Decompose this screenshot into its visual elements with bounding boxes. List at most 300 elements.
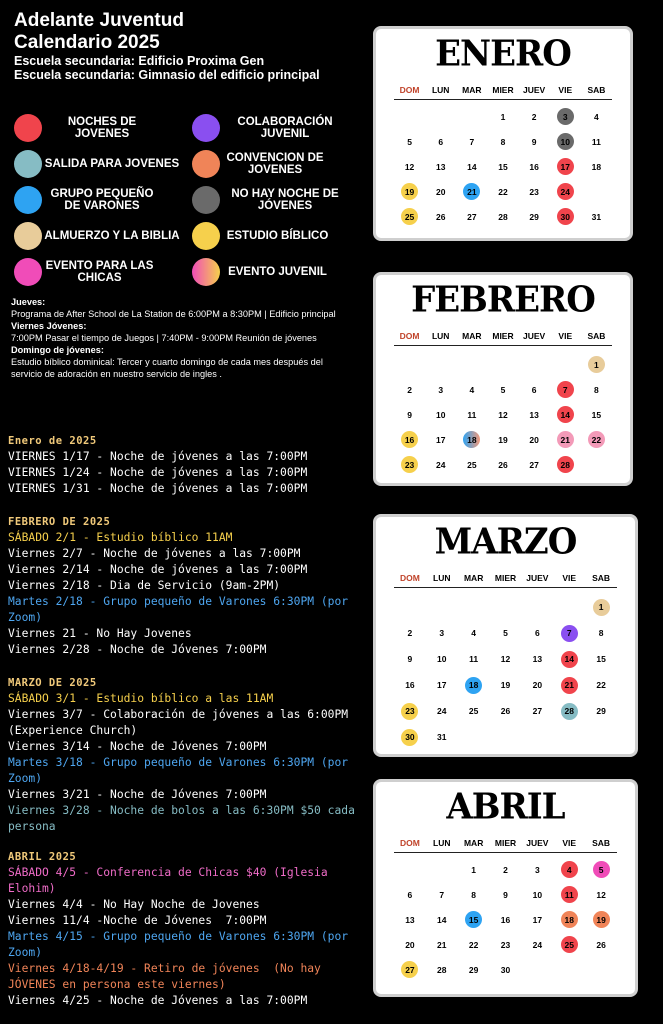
calendar-day-cell [585, 932, 617, 957]
calendar-day-cell [394, 204, 425, 229]
calendar-day: 16 [500, 914, 511, 925]
calendar-day: 20 [529, 434, 539, 445]
calendar-day-cell [519, 104, 550, 129]
calendar-day: 9 [503, 889, 508, 900]
calendar-day-cell [425, 377, 456, 402]
calendar-week [394, 620, 617, 646]
legend-item [14, 186, 162, 214]
calendar-day-cell [426, 672, 458, 698]
calendar-day-cell [456, 427, 487, 452]
calendar-day-cell [581, 104, 612, 129]
calendar-day: 11 [561, 886, 578, 903]
schedule-line: Viernes 21 - No Hay Jovenes [8, 627, 192, 640]
calendar-day-cell [550, 352, 581, 377]
calendar-day [497, 599, 514, 616]
calendar-day: 28 [557, 456, 574, 473]
calendar-week [394, 882, 617, 907]
calendar-day: 25 [561, 936, 578, 953]
calendar-day [465, 729, 482, 746]
calendar-day [593, 729, 610, 746]
calendar-day: 7 [469, 136, 475, 147]
calendar-day-cell [394, 882, 426, 907]
calendar-day-cell [426, 857, 458, 882]
calendar-day-cell [394, 932, 426, 957]
calendar-day-cell [487, 377, 518, 402]
page-title: Adelante Juventud [14, 10, 184, 31]
calendar-day-cell [487, 352, 518, 377]
calendar-day-cell [553, 932, 585, 957]
calendar-day-cell [425, 129, 456, 154]
calendar-day-cell [425, 427, 456, 452]
calendar-week [394, 427, 612, 452]
calendar-day: 9 [407, 654, 413, 664]
calendar-day-cell [394, 724, 426, 750]
calendar-day-cell [519, 179, 550, 204]
weekday-label: MAR [463, 838, 484, 848]
calendar-week [394, 377, 612, 402]
calendar-day-cell [581, 377, 612, 402]
calendar-day: 27 [401, 961, 418, 978]
calendar-day: 2 [531, 111, 537, 122]
calendar-day-cell [490, 957, 522, 982]
calendar-day-cell [553, 594, 585, 620]
calendar-day: 23 [500, 939, 511, 950]
calendar-day: 27 [467, 211, 477, 222]
calendar-day: 15 [591, 409, 602, 420]
calendar-day-cell [456, 154, 487, 179]
legend-item [14, 114, 162, 142]
calendar-day: 11 [591, 136, 601, 147]
calendar-day [432, 108, 449, 125]
calendar-day: 24 [532, 939, 543, 950]
schedule-heading: MARZO DE 2025 [8, 677, 97, 689]
calendar-day-cell [521, 857, 553, 882]
calendar-day: 10 [437, 654, 447, 664]
calendar-day-cell [394, 620, 426, 646]
calendar-day-cell [553, 907, 585, 932]
legend-label: GRUPO PEQUEÑO DE VARONES [50, 188, 154, 212]
calendar-day: 21 [561, 677, 578, 694]
calendar-day-cell [425, 452, 456, 477]
legend-label: ALMUERZO Y LA BIBLIA [44, 230, 180, 242]
domingo-label: Domingo de jóvenes: [11, 345, 104, 355]
calendar-day-cell [487, 402, 518, 427]
calendar-day [432, 356, 449, 373]
calendar-day-cell [585, 957, 617, 982]
calendar-day-cell [487, 129, 518, 154]
schedule-info [11, 296, 356, 380]
calendar-day: 1 [471, 864, 476, 875]
calendar-day-cell [394, 129, 425, 154]
calendar-day: 15 [465, 911, 482, 928]
legend-color-dot [192, 114, 220, 142]
calendar-day: 26 [435, 211, 446, 222]
calendar-day: 18 [463, 431, 480, 448]
legend-item [192, 222, 335, 250]
legend-color-dot [192, 186, 220, 214]
calendar-day-cell [553, 724, 585, 750]
calendar-day: 22 [498, 186, 508, 197]
calendar-day [588, 456, 605, 473]
calendar-day [588, 183, 605, 200]
schedule-heading: Enero de 2025 [8, 435, 97, 447]
calendar-week [394, 129, 612, 154]
calendar-day: 6 [531, 384, 537, 395]
calendar-day: 10 [532, 889, 543, 900]
calendar-day: 2 [407, 384, 412, 395]
calendar-day-cell [581, 402, 612, 427]
calendar-day: 9 [531, 136, 537, 147]
calendar-day-cell [519, 427, 550, 452]
calendar-day: 7 [439, 889, 445, 900]
domingo-text: Estudio bíblico dominical: Tercer y cuarto domingo de cada mes después del servicio de adoración en nuestro servicio de ingles . [11, 357, 323, 379]
weekday-label: SAB [592, 573, 611, 583]
weekday-label: VIE [558, 331, 573, 341]
legend-item [192, 150, 330, 178]
weekday-label: JUEV [523, 331, 546, 341]
weekday-label: MAR [463, 573, 484, 583]
calendar-week [394, 179, 612, 204]
calendar-day-cell [458, 857, 490, 882]
calendar-day-cell [458, 672, 490, 698]
calendar-day-cell [458, 724, 490, 750]
weekday-label: LUN [433, 573, 451, 583]
weekday-label: MAR [462, 331, 482, 341]
calendar-day: 21 [557, 431, 574, 448]
calendar-day: 24 [435, 459, 446, 470]
calendar-day-cell [550, 179, 581, 204]
calendar-day-cell [585, 907, 617, 932]
calendar-day: 13 [435, 161, 446, 172]
calendar-day: 13 [529, 409, 539, 420]
calendar-day: 29 [468, 964, 479, 975]
calendar-day-cell [581, 204, 612, 229]
legend-label: CONVENCION DE JOVENES [226, 152, 324, 176]
calendar-day: 17 [437, 680, 447, 690]
calendar-day: 28 [437, 964, 447, 975]
calendar-day [401, 356, 418, 373]
calendar-day [529, 729, 546, 746]
weekday-label: SAB [592, 838, 611, 848]
calendar-day: 18 [591, 161, 602, 172]
legend-label: EVENTO PARA LAS CHICAS [45, 260, 154, 284]
calendar-day-cell [581, 452, 612, 477]
weekday-label: JUEV [526, 838, 549, 848]
calendar-day-cell [519, 129, 550, 154]
calendar-day: 12 [596, 889, 606, 900]
calendar-week [394, 907, 617, 932]
calendar-day-cell [394, 698, 426, 724]
calendar-day: 21 [437, 939, 447, 950]
calendar-day-cell [553, 698, 585, 724]
calendar-day: 17 [532, 914, 543, 925]
calendar-day: 8 [500, 136, 506, 147]
month-title: FEBRERO [411, 279, 595, 321]
calendar-day: 15 [596, 654, 606, 664]
weekday-label: MIER [492, 331, 514, 341]
calendar-day: 25 [468, 706, 479, 716]
calendar-day-cell [585, 620, 617, 646]
calendar-day: 6 [534, 628, 540, 638]
calendar-day-cell [490, 646, 522, 672]
calendar-day-cell [456, 377, 487, 402]
calendar-day-cell [490, 857, 522, 882]
calendar-day: 16 [401, 431, 418, 448]
calendar-day: 22 [588, 431, 605, 448]
calendar-day: 16 [529, 161, 539, 172]
calendar-day-cell [458, 620, 490, 646]
calendar-day [561, 729, 578, 746]
calendar-week [394, 698, 617, 724]
calendar-day-cell [519, 452, 550, 477]
schedule-line: Viernes 4/18-4/19 - Retiro de jóvenes (No hay JÓVENES en persona este viernes) [8, 962, 328, 991]
page-subtitle: Calendario 2025 [14, 32, 160, 53]
calendar-day: 28 [561, 703, 578, 720]
calendar-day: 20 [405, 939, 415, 950]
calendar-day: 5 [407, 136, 412, 147]
schedule-line: VIERNES 1/24 - Noche de jóvenes a las 7:00PM [8, 466, 308, 479]
calendar-day: 30 [557, 208, 574, 225]
calendar-day: 19 [401, 183, 418, 200]
calendar-day [497, 729, 514, 746]
calendar-week [394, 402, 612, 427]
calendar-day-cell [519, 352, 550, 377]
calendar-day-cell [585, 857, 617, 882]
calendar-day-cell [521, 932, 553, 957]
calendar-day: 6 [438, 136, 444, 147]
calendar-day-cell [521, 882, 553, 907]
calendar-day: 11 [467, 409, 477, 420]
calendar-day-cell [521, 646, 553, 672]
calendar-day-cell [456, 129, 487, 154]
schedule-line: Viernes 3/28 - Noche de bolos a las 6:30PM $50 cada persona [8, 804, 362, 833]
calendar-day-cell [394, 104, 425, 129]
calendar-day-cell [490, 882, 522, 907]
calendar-day: 1 [500, 111, 506, 122]
calendar-day: 29 [529, 211, 539, 222]
calendar-day-cell [394, 154, 425, 179]
calendar-day: 7 [557, 381, 574, 398]
calendar-day-cell [456, 179, 487, 204]
calendar-day-cell [550, 129, 581, 154]
calendar-day: 14 [437, 914, 447, 925]
calendar-day-cell [426, 594, 458, 620]
calendar-day-cell [490, 620, 522, 646]
calendar-week [394, 154, 612, 179]
calendar-day-cell [581, 154, 612, 179]
calendar-day-cell [425, 179, 456, 204]
calendar-day-cell [550, 154, 581, 179]
calendar-day [465, 599, 482, 616]
calendar-day: 6 [407, 889, 413, 900]
calendar-day: 8 [471, 889, 476, 900]
calendar-day-cell [456, 402, 487, 427]
calendar-enero [373, 26, 633, 241]
weekday-label: LUN [431, 331, 450, 341]
calendar-day: 24 [557, 183, 574, 200]
calendar-day-cell [521, 907, 553, 932]
calendar-day: 5 [503, 628, 508, 638]
calendar-day-cell [425, 154, 456, 179]
calendar-day-cell [426, 957, 458, 982]
calendar-day: 23 [529, 186, 539, 197]
calendar-day-cell [553, 957, 585, 982]
calendar-day: 26 [498, 459, 508, 470]
schedule-line: Viernes 3/7 - Colaboración de jóvenes a las 6:00PM (Experience Church) [8, 708, 355, 737]
calendar-day-cell [458, 882, 490, 907]
calendar-day-cell [490, 932, 522, 957]
calendar-day-cell [521, 957, 553, 982]
calendar-day-cell [487, 154, 518, 179]
calendar-day: 8 [594, 384, 599, 395]
weekday-label: VIE [558, 85, 573, 95]
schedule-line: Viernes 2/18 - Dia de Servicio (9am-2PM) [8, 579, 281, 592]
calendar-day-cell [550, 452, 581, 477]
calendar-day-cell [490, 698, 522, 724]
calendar-day: 1 [588, 356, 605, 373]
calendar-day-cell [521, 672, 553, 698]
calendar-day-cell [458, 698, 490, 724]
calendar-day-cell [458, 957, 490, 982]
calendar-day: 10 [435, 409, 446, 420]
weekday-label: DOM [400, 573, 420, 583]
weekday-header [394, 838, 617, 853]
weekday-label: VIE [562, 573, 577, 583]
calendar-day-cell [550, 204, 581, 229]
calendar-day: 16 [405, 680, 415, 690]
calendar-day: 8 [598, 628, 604, 638]
calendar-day-cell [519, 402, 550, 427]
calendar-day: 5 [593, 861, 610, 878]
calendar-week [394, 932, 617, 957]
calendar-day-cell [394, 179, 425, 204]
calendar-day-cell [490, 594, 522, 620]
weekday-label: JUEV [523, 85, 546, 95]
calendar-day [529, 961, 546, 978]
calendar-day: 20 [435, 186, 446, 197]
calendar-day: 31 [437, 732, 447, 742]
calendar-day [529, 599, 546, 616]
calendar-day-cell [581, 352, 612, 377]
calendar-day: 9 [407, 409, 412, 420]
calendar-day-cell [487, 104, 518, 129]
schedule-line: VIERNES 1/31 - Noche de jóvenes a las 7:00PM [8, 482, 308, 495]
calendar-day-cell [394, 957, 426, 982]
viernes-text: 7:00PM Pasar el tiempo de Juegos | 7:40PM - 9:00PM Reunión de jóvenes [11, 333, 317, 343]
calendar-day [401, 108, 418, 125]
calendar-day: 10 [557, 133, 574, 150]
schedule-line: Viernes 3/14 - Noche de Jóvenes 7:00PM [8, 740, 267, 753]
calendar-day [433, 599, 450, 616]
legend-color-dot [14, 114, 42, 142]
calendar-febrero [373, 272, 633, 486]
calendar-week [394, 646, 617, 672]
calendar-day-cell [426, 646, 458, 672]
schedule-enero [8, 433, 368, 497]
calendar-day: 13 [532, 654, 543, 664]
calendar-day: 25 [467, 459, 477, 470]
legend-item [192, 186, 350, 214]
weekday-label: SAB [587, 85, 606, 95]
calendar-day-cell [521, 594, 553, 620]
calendar-week [394, 957, 617, 982]
calendar-day-cell [426, 882, 458, 907]
legend-item [192, 114, 350, 142]
calendar-day-cell [394, 594, 426, 620]
schedule-marzo [8, 675, 368, 835]
schedule-line: Viernes 2/7 - Noche de jóvenes a las 7:00PM [8, 547, 301, 560]
calendar-day-cell [426, 907, 458, 932]
calendar-day-cell [456, 452, 487, 477]
schedule-line: Viernes 2/28 - Noche de Jóvenes 7:00PM [8, 643, 267, 656]
calendar-abril [373, 779, 638, 997]
legend-item [14, 150, 182, 178]
location-line-2: Escuela secundaria: Gimnasio del edificio principal [14, 68, 320, 82]
calendar-day-cell [553, 672, 585, 698]
calendar-day: 26 [596, 939, 606, 950]
schedule-line: Viernes 4/25 - Noche de Jóvenes a las 7:00PM [8, 994, 308, 1007]
calendar-day-cell [550, 427, 581, 452]
weekday-header [394, 331, 612, 346]
calendar-day: 30 [500, 964, 511, 975]
calendar-day-cell [585, 724, 617, 750]
calendar-day-cell [425, 402, 456, 427]
calendar-day: 4 [471, 628, 476, 638]
calendar-day-cell [585, 882, 617, 907]
calendar-day-cell [550, 104, 581, 129]
calendar-day-cell [519, 377, 550, 402]
calendar-day: 22 [596, 680, 606, 690]
calendar-day: 21 [463, 183, 480, 200]
weekday-label: LUN [433, 838, 451, 848]
calendar-day: 24 [437, 706, 447, 716]
weekday-label: MIER [494, 573, 517, 583]
calendar-marzo [373, 514, 638, 757]
weekday-label: MIER [492, 85, 514, 95]
calendar-day-cell [519, 154, 550, 179]
calendar-day: 25 [401, 208, 418, 225]
calendar-day: 26 [500, 706, 511, 716]
calendar-day: 4 [594, 111, 599, 122]
calendar-day-cell [581, 427, 612, 452]
schedule-line: Martes 4/15 - Grupo pequeño de Varones 6:30PM (por Zoom) [8, 930, 355, 959]
calendar-day: 14 [467, 161, 477, 172]
calendar-week [394, 672, 617, 698]
viernes-label: Viernes Jóvenes: [11, 321, 87, 331]
calendar-day-cell [521, 620, 553, 646]
calendar-day: 3 [438, 384, 444, 395]
legend-color-dot [192, 222, 220, 250]
legend-item [14, 258, 157, 286]
calendar-week [394, 352, 612, 377]
calendar-day-cell [426, 698, 458, 724]
schedule-febrero [8, 514, 368, 658]
calendar-day [494, 356, 511, 373]
schedule-heading: ABRIL 2025 [8, 851, 77, 863]
schedule-line: SÁBADO 3/1 - Estudio bíblico a las 11AM [8, 692, 274, 705]
calendar-week [394, 452, 612, 477]
calendar-day: 20 [532, 680, 543, 690]
calendar-day: 19 [593, 911, 610, 928]
calendar-week [394, 594, 617, 620]
legend-label: NO HAY NOCHE DE JÓVENES [231, 188, 339, 212]
legend-label: ESTUDIO BÍBLICO [226, 230, 329, 242]
month-title: ABRIL [446, 786, 565, 828]
calendar-day: 12 [500, 654, 511, 664]
calendar-day-cell [425, 104, 456, 129]
calendar-day: 29 [596, 706, 606, 716]
legend-label: SALIDA PARA JOVENES [44, 158, 180, 170]
